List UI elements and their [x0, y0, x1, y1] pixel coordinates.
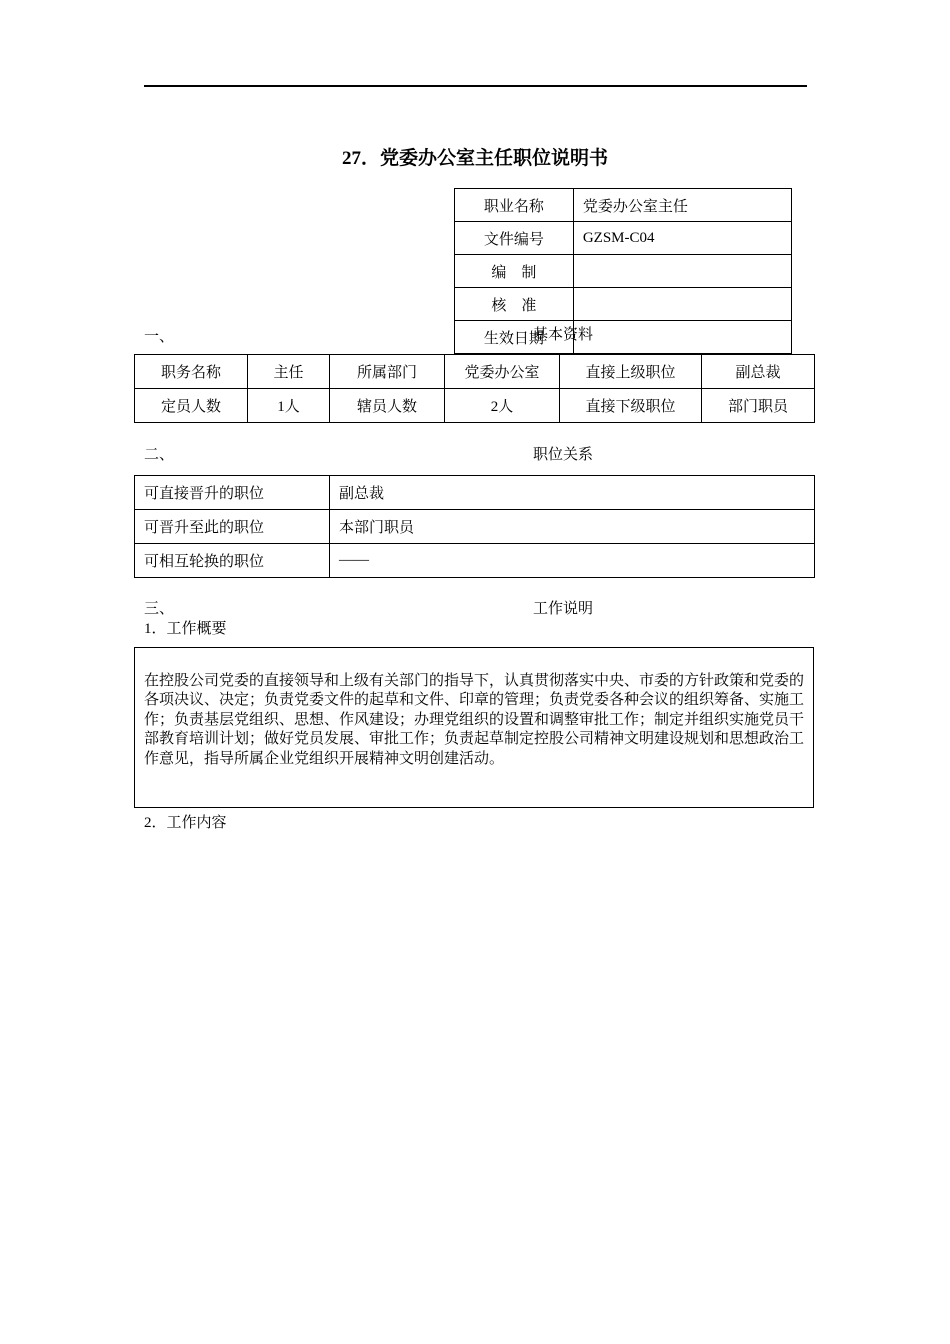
document-meta-table [454, 188, 792, 354]
section3-number: 三、 [144, 601, 175, 617]
meta-row [455, 321, 792, 354]
meta-row [455, 222, 792, 255]
relation-value: 本部门职员 [330, 510, 815, 544]
relation-value: —— [330, 544, 815, 578]
meta-value [573, 321, 791, 354]
meta-key: 生效日期 [455, 321, 574, 354]
table-cell: 所属部门 [330, 355, 445, 389]
table-cell: 副总裁 [702, 355, 815, 389]
section2-heading: 职位关系 [533, 447, 594, 463]
meta-value: 党委办公室主任 [573, 189, 791, 222]
relation-key: 可直接晋升的职位 [135, 476, 330, 510]
position-relations-table [134, 475, 815, 578]
document-title: 27．党委办公室主任职位说明书 [341, 148, 608, 169]
table-cell: 主任 [248, 355, 330, 389]
table-cell: 部门职员 [702, 389, 815, 423]
table-cell: 2人 [445, 389, 560, 423]
meta-value [573, 255, 791, 288]
meta-key: 核 准 [455, 288, 574, 321]
meta-value: GZSM-C04 [573, 222, 791, 255]
meta-value [573, 288, 791, 321]
meta-row [455, 189, 792, 222]
table-row [135, 389, 815, 423]
section1-number: 一、 [144, 329, 175, 345]
table-cell: 直接下级职位 [560, 389, 702, 423]
work-summary-heading: 1．工作概要 [144, 621, 227, 637]
meta-key: 职业名称 [455, 189, 574, 222]
table-cell: 党委办公室 [445, 355, 560, 389]
meta-row [455, 255, 792, 288]
section1-heading: 基本资料 [533, 327, 594, 343]
meta-key: 文件编号 [455, 222, 574, 255]
header-rule [144, 85, 807, 87]
work-content-heading: 2．工作内容 [144, 815, 227, 831]
basic-info-table [134, 354, 815, 423]
table-cell: 定员人数 [135, 389, 248, 423]
table-cell: 辖员人数 [330, 389, 445, 423]
meta-row [455, 288, 792, 321]
section2-number: 二、 [144, 447, 175, 463]
relation-key: 可相互轮换的职位 [135, 544, 330, 578]
work-summary-text: 在控股公司党委的直接领导和上级有关部门的指导下，认真贯彻落实中央、市委的方针政策和党委的各项决议、决定；负责党委文件的起草和文件、印章的管理；负责党委各种会议的组织筹备、实施工作；负责基层党组织、思想、作风建设；办理党组织的设置和调整审批工作；制定并组织实施党员干部教育培训计划；做好党员发展、审批工作；负责起草制定控股公司精神文明建设规划和思想政治工作意见，指导所属企业党组织开展精神文明创建活动。 [144, 673, 805, 767]
section3-heading: 工作说明 [533, 601, 594, 617]
relation-value: 副总裁 [330, 476, 815, 510]
table-cell: 职务名称 [135, 355, 248, 389]
table-row [135, 510, 815, 544]
table-cell: 直接上级职位 [560, 355, 702, 389]
work-summary-box [134, 647, 814, 808]
table-cell: 1人 [248, 389, 330, 423]
meta-key: 编 制 [455, 255, 574, 288]
relation-key: 可晋升至此的职位 [135, 510, 330, 544]
table-row [135, 544, 815, 578]
table-row [135, 476, 815, 510]
table-row [135, 355, 815, 389]
